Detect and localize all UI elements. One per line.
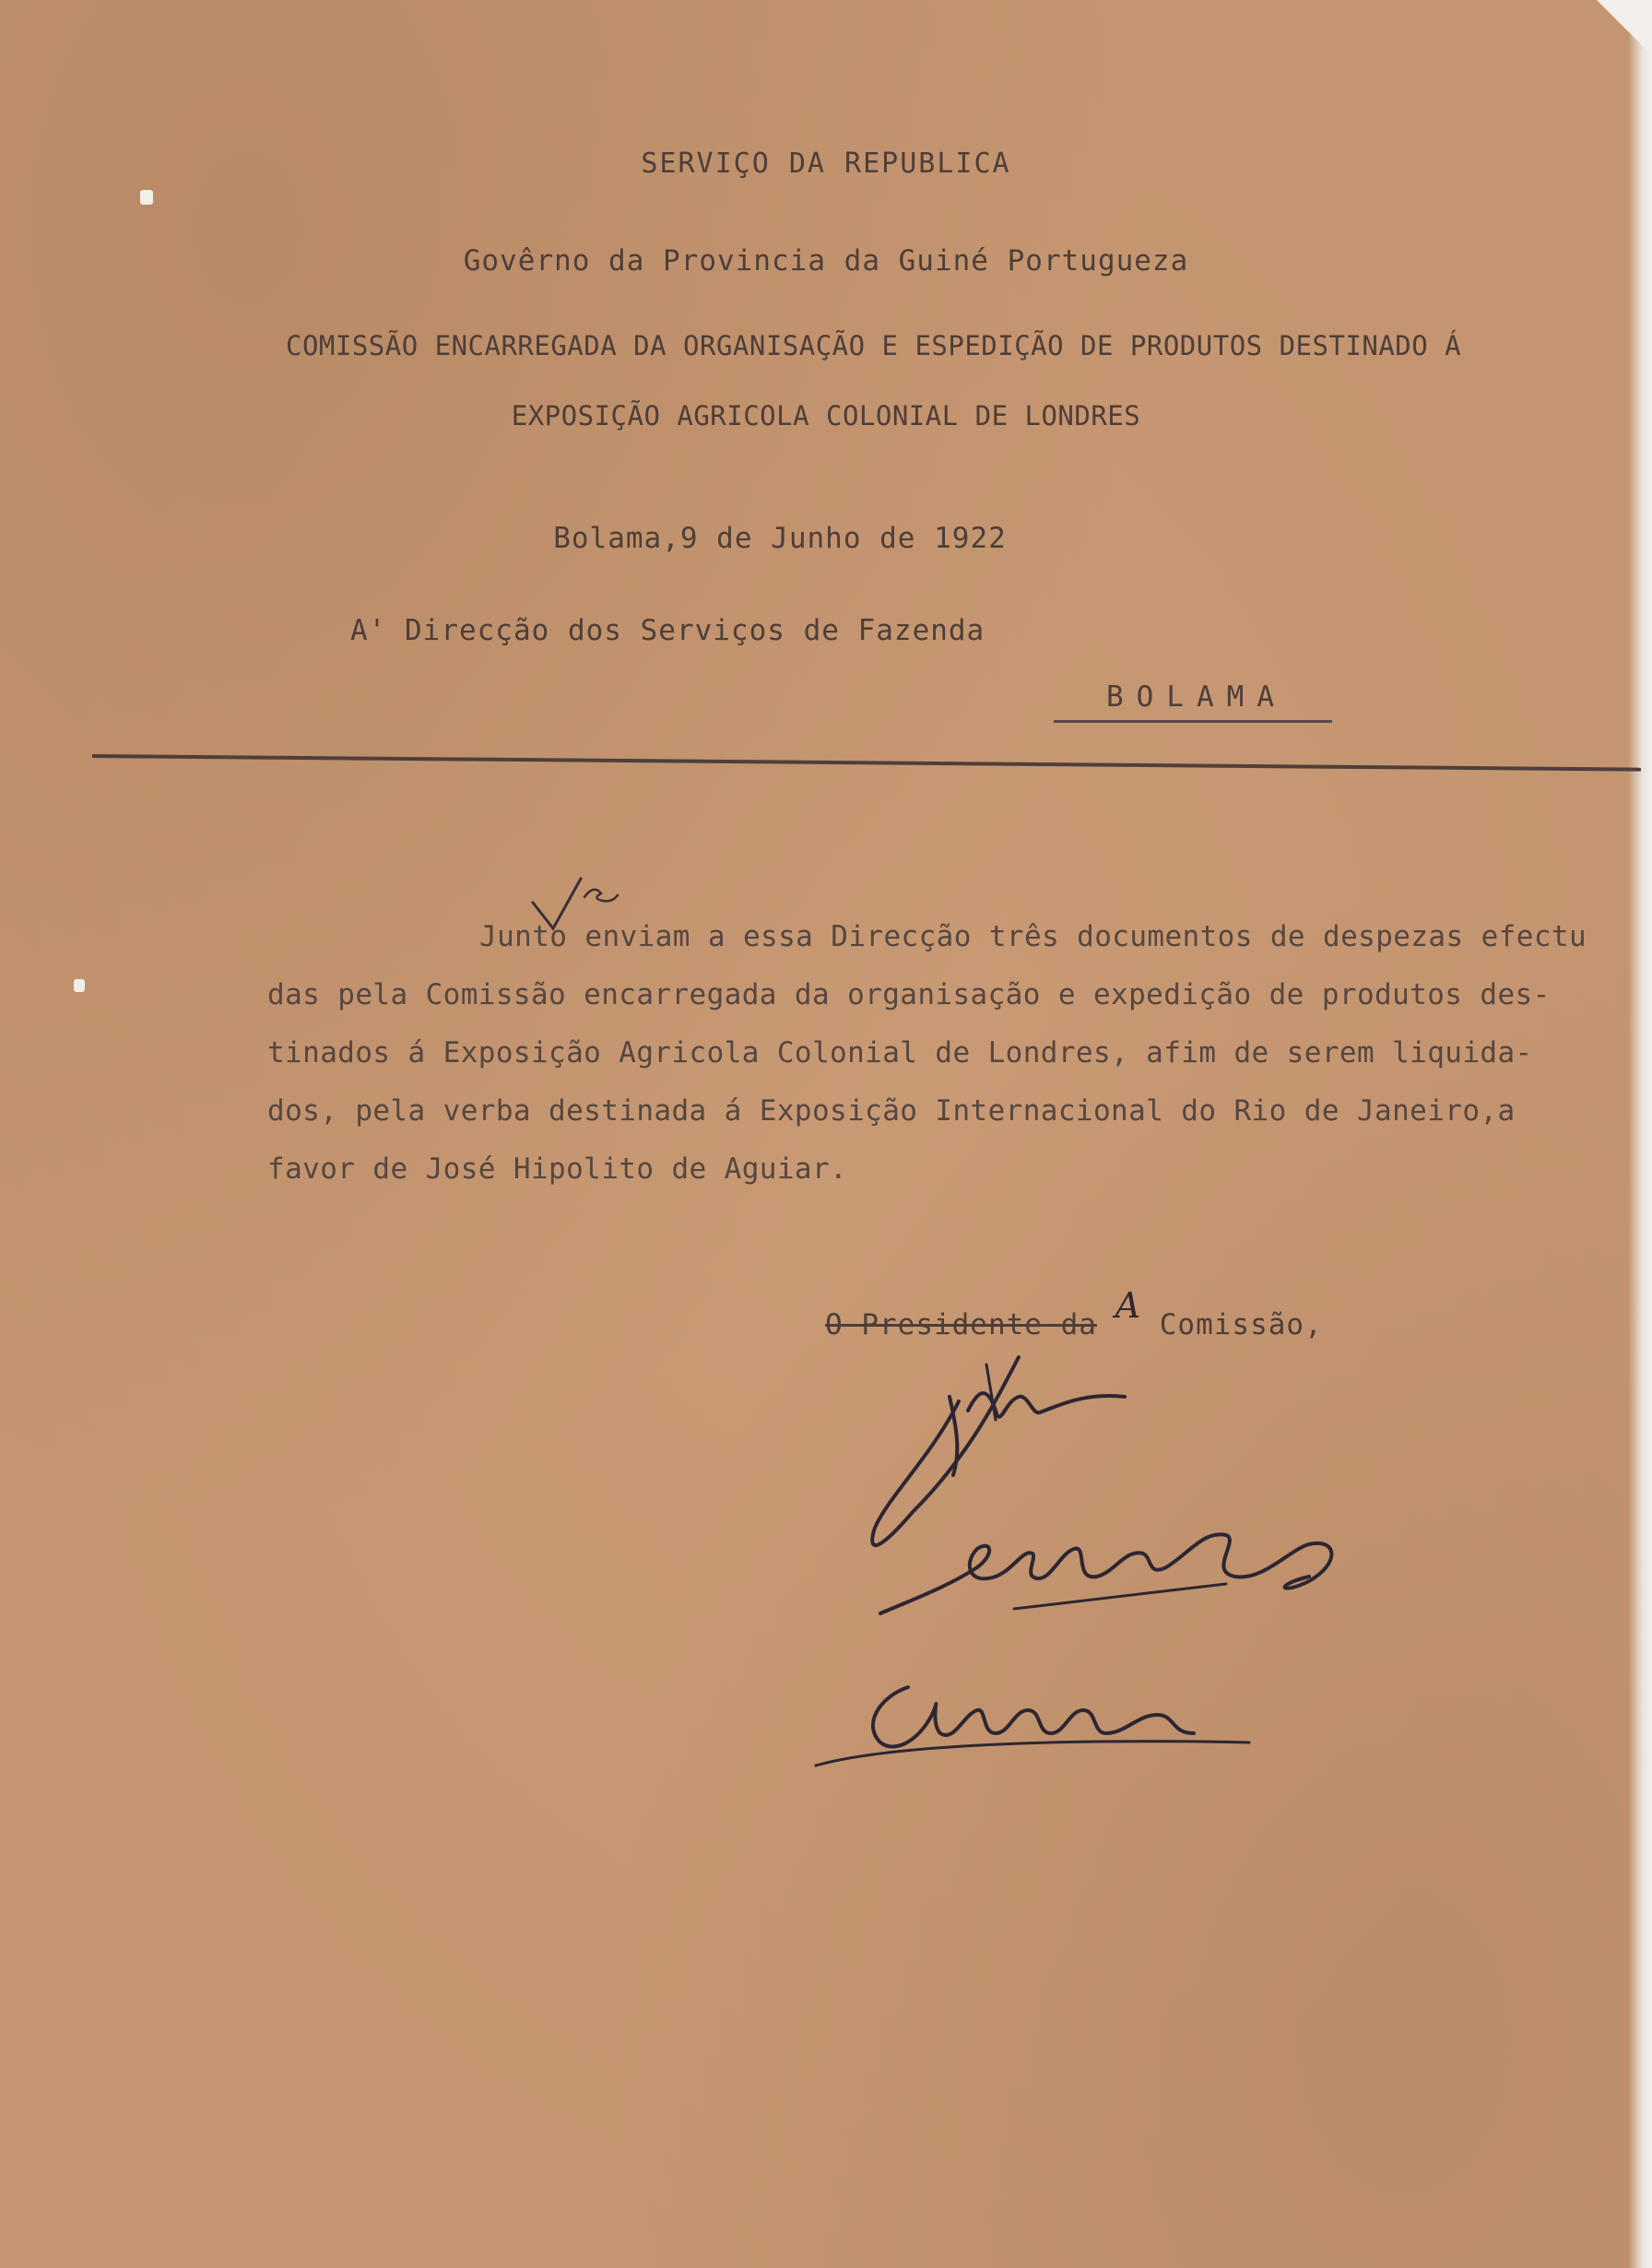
body-line: Junto enviam a essa Direcção três documentos de despezas efectu [479, 920, 1587, 953]
city-underline [1054, 720, 1332, 723]
body-line: das pela Comissão encarregada da organisação e expedição de produtos des- [267, 978, 1551, 1011]
paper-damage-mark [140, 190, 153, 205]
closing-word: Comissão, [1159, 1308, 1323, 1341]
header-line-4: EXPOSIÇÃO AGRICOLA COLONIAL DE LONDRES [511, 400, 1141, 431]
separator-rule [92, 754, 1641, 772]
body-line: favor de José Hipolito de Aguiar. [267, 1152, 848, 1186]
signature-2 [876, 1512, 1410, 1632]
body-line: dos, pela verba destinada á Exposição Internacional do Rio de Janeiro,a [267, 1094, 1516, 1128]
paper-damage-mark [74, 979, 85, 992]
header-line-2: Govêrno da Provincia da Guiné Portugueza [463, 244, 1189, 278]
closing-line [825, 1285, 1323, 1342]
handwritten-insertion-mark [527, 871, 629, 936]
page-corner [1597, 0, 1652, 55]
page-edge [1628, 0, 1652, 2268]
date-line: Bolama,9 de Junho de 1922 [553, 522, 1007, 555]
signature-3 [807, 1669, 1286, 1779]
header-line-3: COMISSÃO ENCARREGADA DA ORGANISAÇÃO E ESPEDIÇÃO DE PRODUTOS DESTINADO Á [286, 330, 1462, 361]
body-line: tinados á Exposição Agricola Colonial de Londres, afim de serem liquida- [267, 1036, 1533, 1069]
struck-title: O Presidente da [825, 1308, 1097, 1341]
handwritten-a: A [1115, 1285, 1142, 1326]
city-name: BOLAMA [1106, 680, 1287, 714]
letter-body [267, 908, 1613, 1199]
addressee: A' Direcção dos Serviços de Fazenda [350, 614, 985, 647]
header-line-1: SERVIÇO DA REPUBLICA [641, 148, 1011, 180]
